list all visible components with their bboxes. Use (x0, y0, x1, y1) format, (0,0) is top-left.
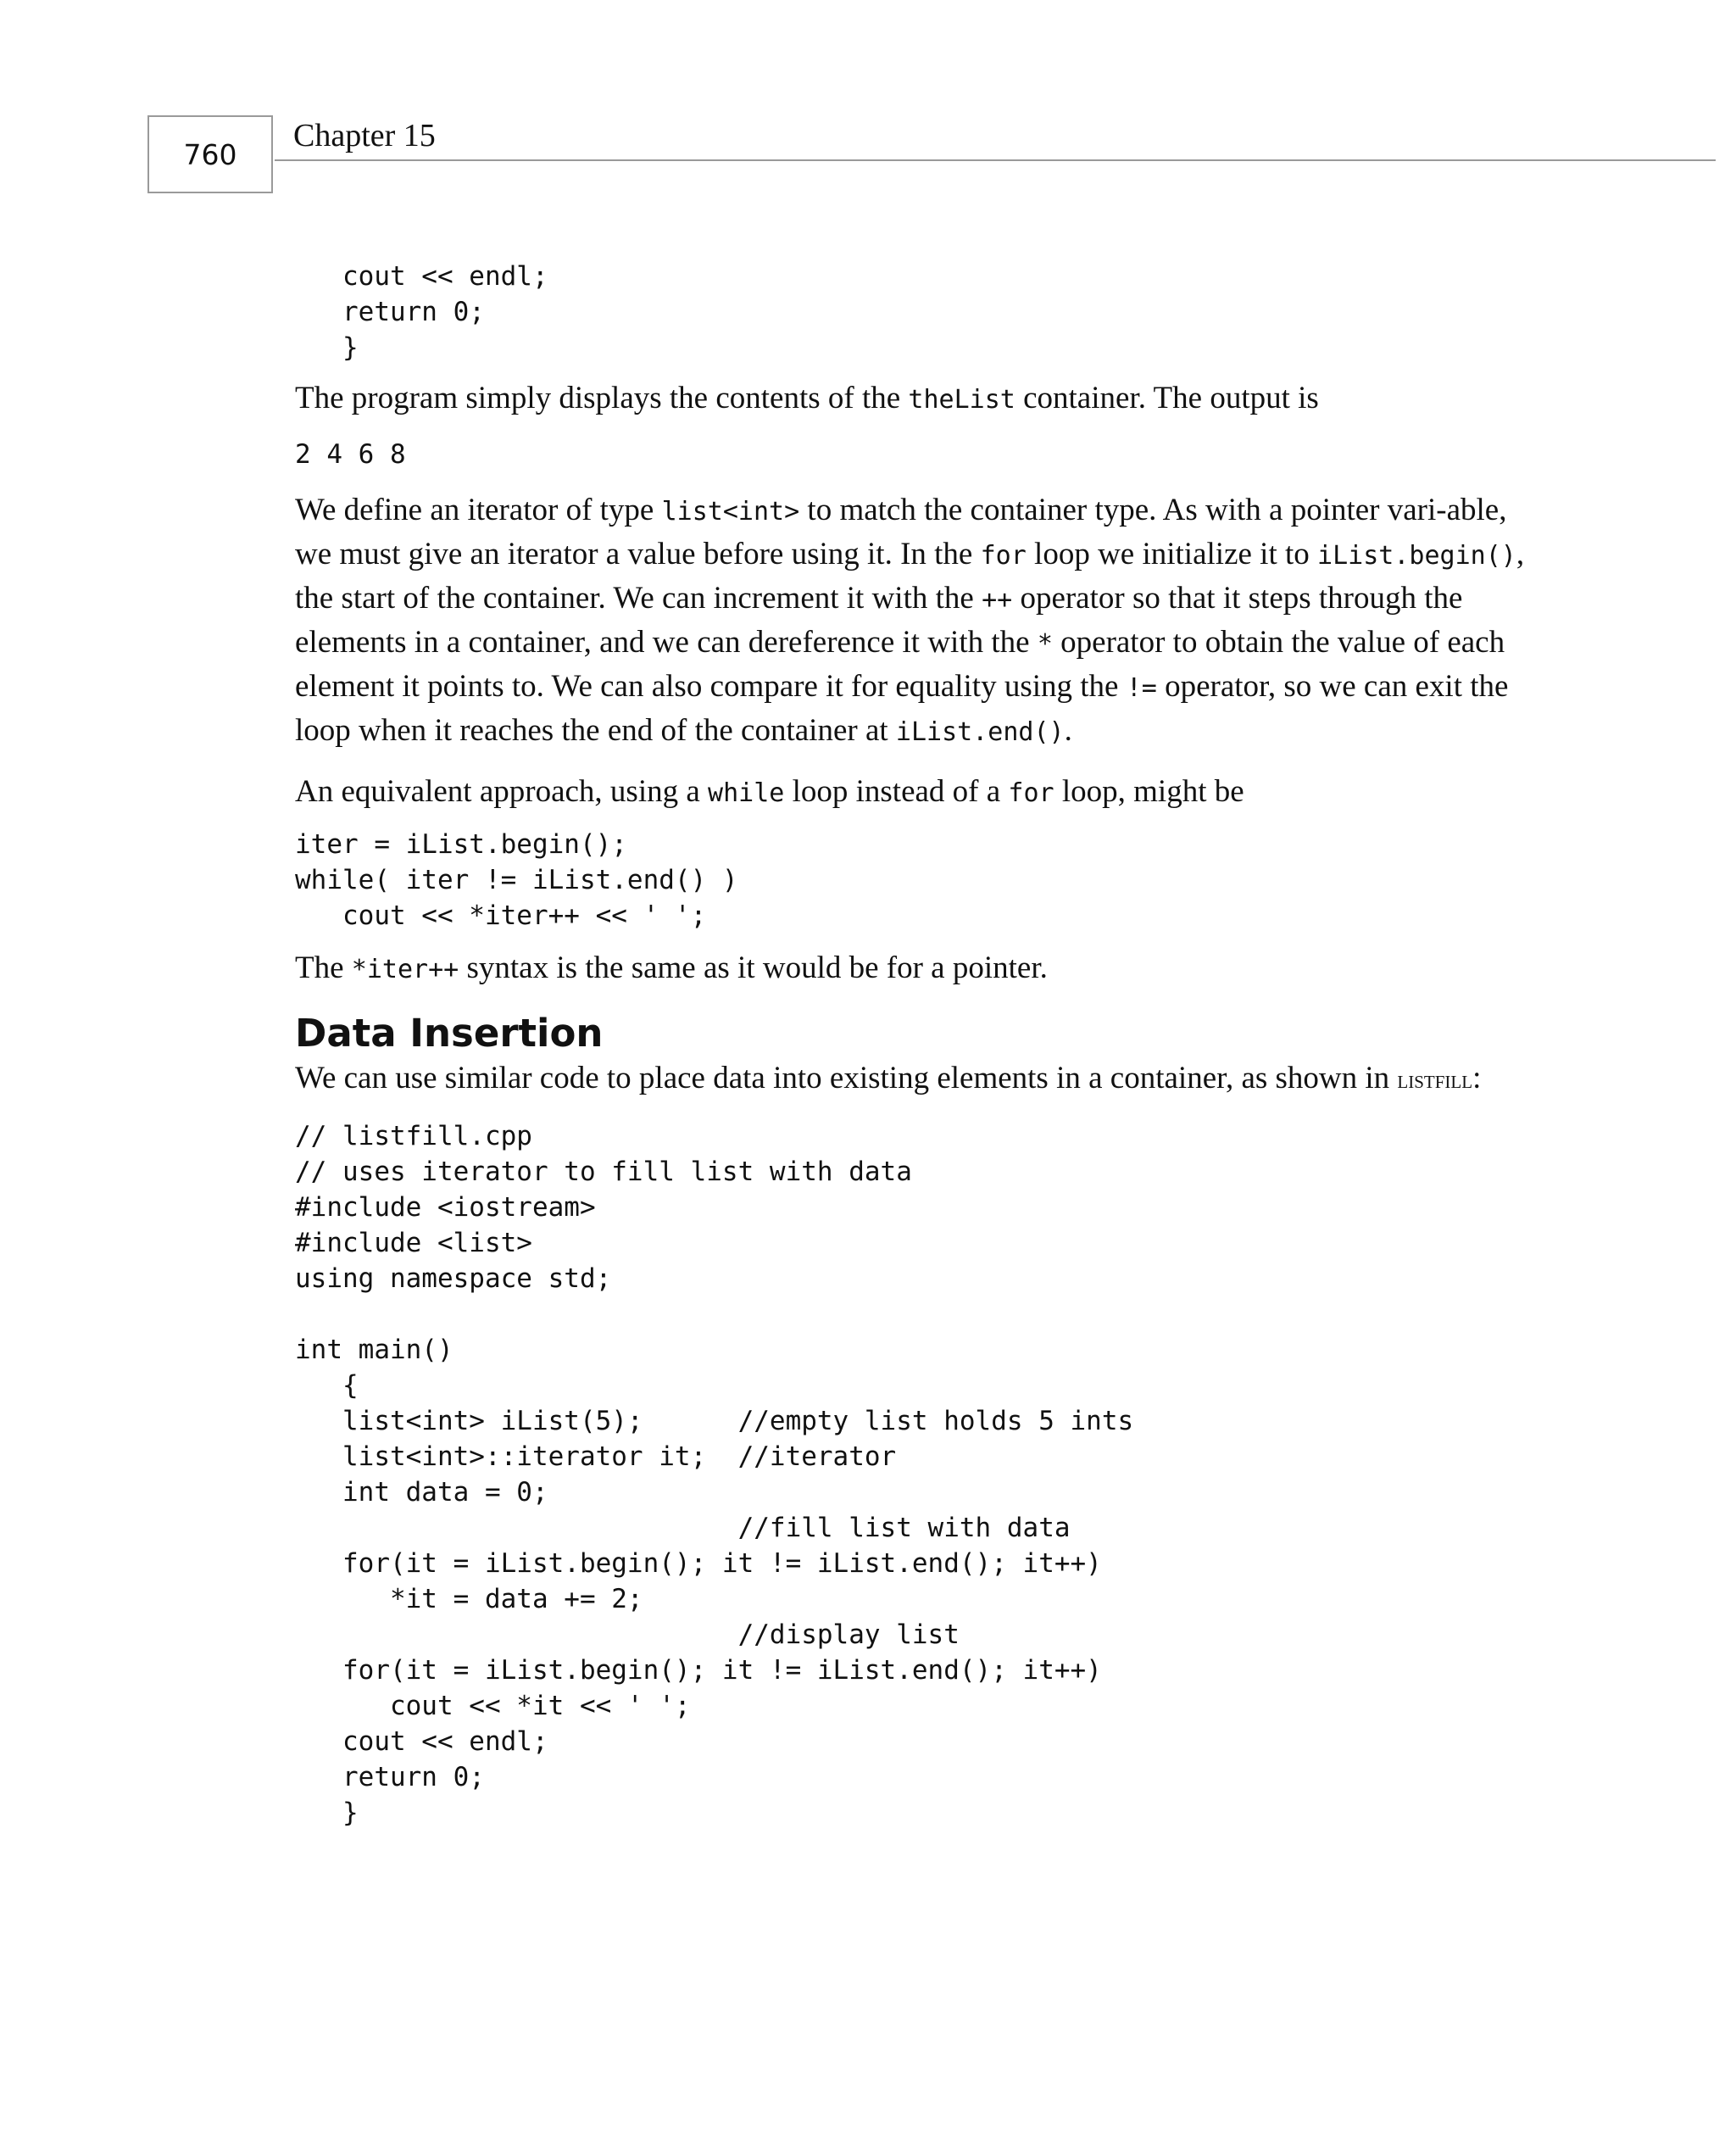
code-block-listfill: // listfill.cpp // uses iterator to fill list with data #include <iostream> #include <list> using namespace std; int main() { list<int> iList(5); //empty list holds 5 ints list<int>::iterator it; //iterator int data = 0; //fill list with data for(it = iList.begin(); it != iList.end(); it++) *it = data += 2; //display list for(it = iList.begin(); it != iList.end(); it++) cout << *it << ' '; cout << endl; return 0; } (295, 1121, 1134, 1828)
inline-code: for (980, 541, 1027, 571)
paragraph-iterator-explanation: We define an iterator of type list<int> to match the container type. As with a pointer vari-able, we must give an iterator a value before using it. In the for loop we initialize it to iList.begin(), the start of the container. We can increment it with the ++ operator so that it steps through the elements in a container, and we can dereference it with the * operator to obtain the value of each element it points to. We can also compare it for equality using the != operator, so we can exit the loop when it reaches the end of the container at iList.end(). (295, 493, 1525, 748)
header-rule (275, 159, 1716, 161)
paragraph-iter-syntax: The *iter++ syntax is the same as it would be for a pointer. (295, 950, 1048, 985)
inline-code: list<int> (661, 497, 800, 527)
paragraph-data-insertion: We can use similar code to place data into existing elements in a container, as shown in listfill: (295, 1061, 1482, 1095)
code-block-main-end: cout << endl; return 0; } (342, 261, 548, 363)
inline-code: iList.end() (895, 717, 1065, 747)
program-output: 2 4 6 8 (295, 439, 406, 470)
inline-code: != (1126, 673, 1157, 703)
page-content (295, 259, 1533, 1831)
program-name: listfill (1397, 1066, 1473, 1094)
inline-code: * (1037, 629, 1053, 659)
code-block-while-loop: iter = iList.begin(); while( iter != iList.end() ) cout << *iter++ << ' '; (295, 829, 738, 931)
paragraph-while-approach: An equivalent approach, using a while loop instead of a for loop, might be (295, 774, 1244, 809)
paragraph-output-intro: The program simply displays the contents of the theList container. The output is (295, 381, 1319, 415)
page-number: 760 (147, 115, 273, 193)
chapter-running-head: Chapter 15 (293, 118, 436, 153)
inline-code: theList (908, 385, 1015, 415)
inline-code: iList.begin() (1317, 541, 1516, 571)
inline-code: *iter++ (351, 955, 459, 984)
inline-code: for (1008, 778, 1054, 808)
inline-code: ++ (982, 585, 1013, 615)
inline-code: while (708, 778, 785, 808)
section-heading: Data Insertion (295, 1011, 604, 1056)
